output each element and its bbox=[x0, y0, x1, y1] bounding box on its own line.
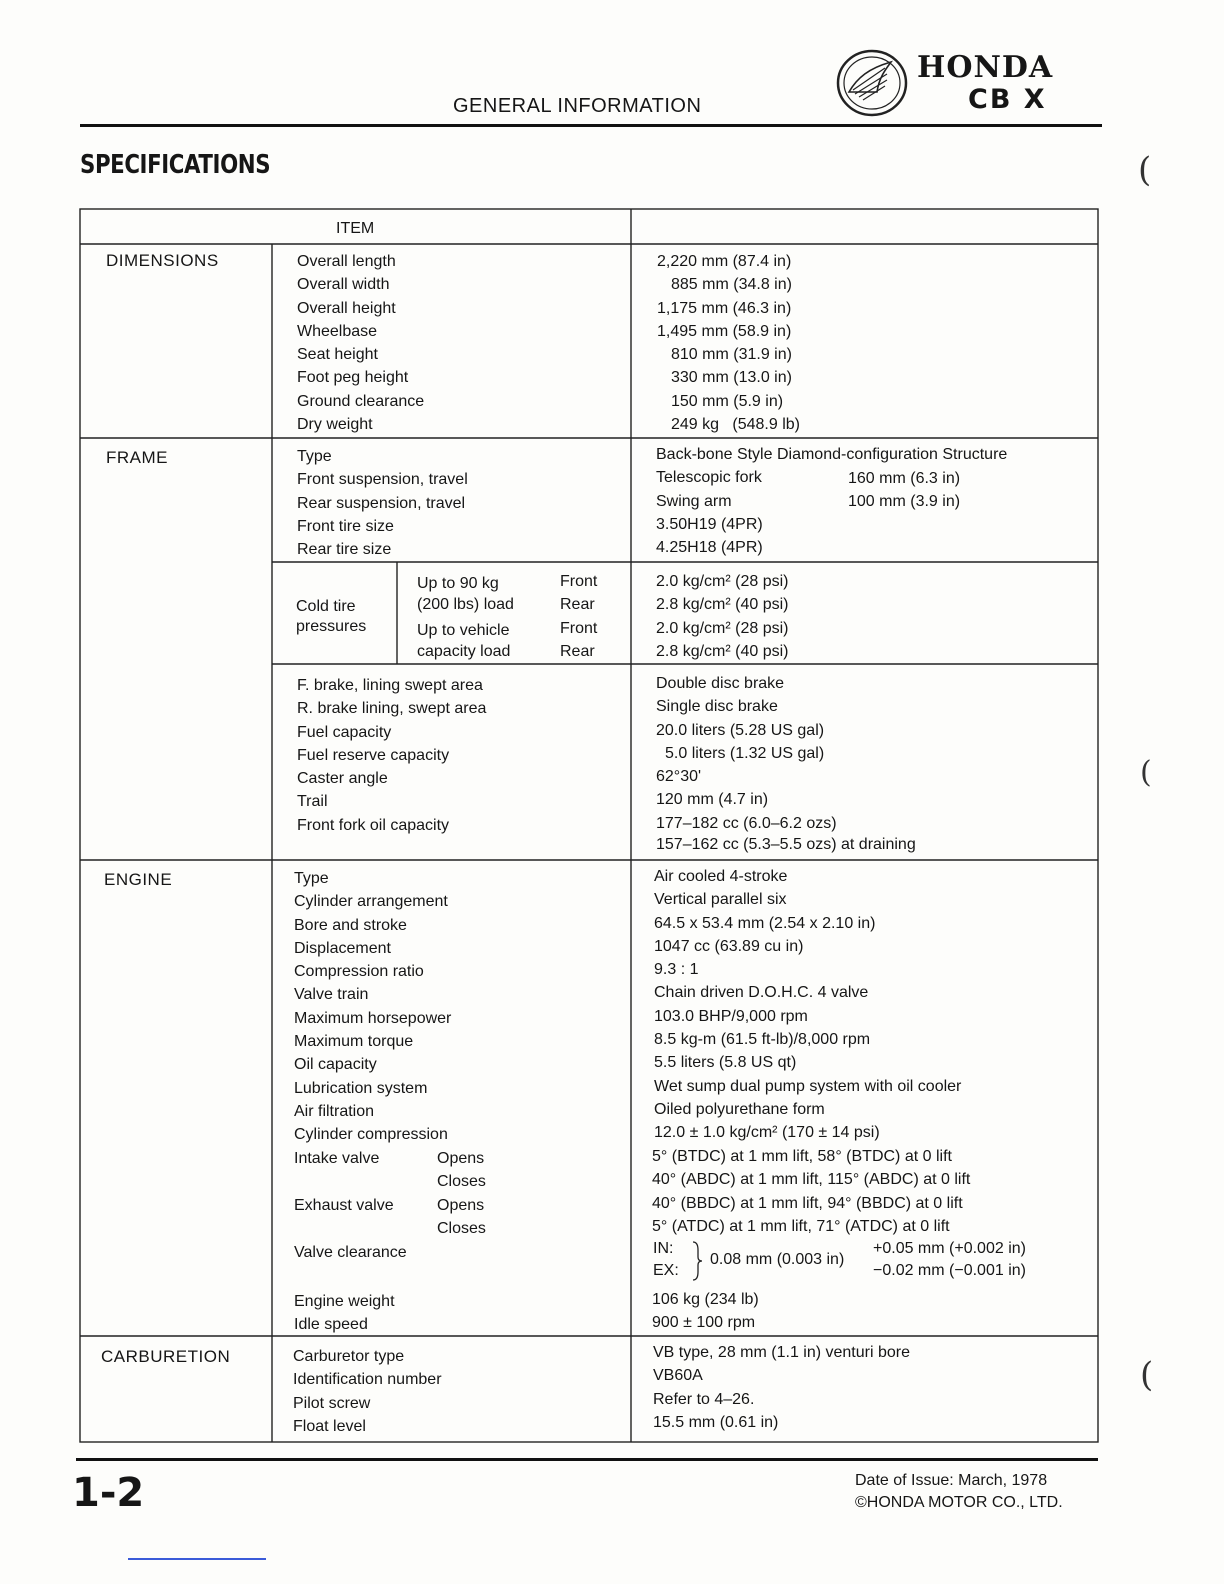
list-item: VB60A bbox=[653, 1367, 703, 1385]
suspension-travel-values bbox=[848, 467, 960, 514]
list-item: 157–162 cc (5.3–5.5 ozs) at draining bbox=[656, 835, 916, 853]
list-item: Engine weight bbox=[294, 1293, 395, 1310]
list-item: 5.5 liters (5.8 US qt) bbox=[654, 1054, 797, 1072]
valve-events bbox=[437, 1147, 486, 1240]
header-rule bbox=[80, 124, 1102, 127]
binding-mark-icon: ( bbox=[1140, 1355, 1154, 1395]
list-item: Type bbox=[294, 870, 329, 887]
list-item: Wheelbase bbox=[297, 322, 378, 340]
honda-wing-logo-icon bbox=[835, 48, 909, 118]
list-item: Seat height bbox=[297, 346, 378, 364]
exhaust-valve-label: Exhaust valve bbox=[294, 1196, 394, 1214]
list-item: Dry weight bbox=[297, 416, 373, 434]
list-item: Ground clearance bbox=[297, 392, 425, 410]
list-item: 5° (ATDC) at 1 mm lift, 71° (ATDC) at 0 lift bbox=[652, 1217, 950, 1235]
list-item: Rear tire size bbox=[297, 541, 392, 559]
engine-items-2 bbox=[294, 1290, 395, 1337]
list-item: 12.0 ± 1.0 kg/cm² (170 ± 14 psi) bbox=[654, 1124, 880, 1142]
list-item: 4.25H18 (4PR) bbox=[656, 539, 763, 557]
list-item: 900 ± 100 rpm bbox=[652, 1314, 756, 1332]
running-header: GENERAL INFORMATION bbox=[453, 95, 702, 117]
list-item: 15.5 mm (0.61 in) bbox=[653, 1413, 779, 1431]
list-item: Overall height bbox=[297, 299, 396, 317]
frame-values-2 bbox=[656, 672, 916, 856]
tire-load-conditions: Up to 90 kg (200 lbs) load Up to vehicle capacity load bbox=[417, 575, 514, 660]
tire-pressure-label: Cold tire pressures bbox=[296, 598, 367, 635]
list-item: Front tire size bbox=[297, 517, 394, 535]
list-item: Maximum horsepower bbox=[294, 1009, 452, 1027]
list-item: Opens bbox=[437, 1196, 485, 1214]
engine-items bbox=[294, 867, 451, 1147]
list-item: Vertical parallel six bbox=[654, 891, 787, 909]
list-item: 1,495 mm (58.9 in) bbox=[657, 322, 792, 340]
list-item: 2.0 kg/cm² (28 psi) bbox=[656, 573, 789, 590]
list-item: F. brake, lining swept area bbox=[297, 677, 483, 694]
list-item: Swing arm bbox=[656, 492, 732, 510]
issue-info bbox=[855, 1470, 1063, 1514]
list-item: Front suspension, travel bbox=[297, 471, 468, 489]
list-item: 2.8 kg/cm² (40 psi) bbox=[656, 596, 789, 614]
list-item: 62°30' bbox=[656, 768, 702, 786]
list-item: Caster angle bbox=[297, 770, 388, 788]
list-item: 20.0 liters (5.28 US gal) bbox=[656, 721, 825, 739]
list-item: Air cooled 4-stroke bbox=[654, 868, 788, 885]
intake-valve-label: Intake valve bbox=[294, 1150, 380, 1167]
list-item: Identification number bbox=[293, 1371, 442, 1389]
list-item: Front fork oil capacity bbox=[297, 816, 450, 834]
list-item: 2.0 kg/cm² (28 psi) bbox=[656, 619, 789, 637]
clearance-in-ex: IN: EX: bbox=[653, 1240, 679, 1279]
list-item: Valve train bbox=[294, 986, 369, 1004]
list-item: Rear bbox=[560, 642, 595, 660]
brand-name: HONDA bbox=[917, 50, 1054, 85]
page-title: SPECIFICATIONS bbox=[80, 150, 271, 180]
list-item: 1,175 mm (46.3 in) bbox=[657, 299, 792, 317]
frame-items bbox=[297, 445, 468, 561]
list-item: Closes bbox=[437, 1173, 486, 1191]
footer-rule bbox=[76, 1458, 1098, 1461]
table-header-item: ITEM bbox=[336, 220, 375, 237]
tire-pressure-divider bbox=[396, 562, 398, 664]
list-item: 160 mm (6.3 in) bbox=[848, 470, 961, 487]
list-item: Overall length bbox=[297, 253, 396, 270]
list-item: 120 mm (4.7 in) bbox=[656, 791, 769, 809]
list-item: Fuel capacity bbox=[297, 723, 392, 741]
list-item: Telescopic fork bbox=[656, 469, 762, 487]
category-engine: ENGINE bbox=[104, 870, 173, 889]
category-dimensions: DIMENSIONS bbox=[106, 251, 219, 270]
list-item: Pilot screw bbox=[293, 1394, 371, 1412]
list-item: Carburetor type bbox=[293, 1348, 405, 1365]
list-item: Closes bbox=[437, 1219, 486, 1237]
list-item: Cylinder compression bbox=[294, 1126, 448, 1144]
list-item: Fuel reserve capacity bbox=[297, 746, 450, 764]
list-item: 5.0 liters (1.32 US gal) bbox=[665, 744, 825, 762]
model-name: CB X bbox=[968, 84, 1047, 115]
list-item: Idle speed bbox=[294, 1316, 368, 1334]
valve-clearance-label: Valve clearance bbox=[294, 1244, 407, 1261]
list-item: 106 kg (234 lb) bbox=[652, 1291, 759, 1308]
list-item: Overall width bbox=[297, 276, 390, 294]
list-item: 177–182 cc (6.0–6.2 ozs) bbox=[656, 814, 837, 832]
list-item: 810 mm (31.9 in) bbox=[671, 346, 792, 364]
category-frame: FRAME bbox=[106, 448, 168, 467]
list-item: Foot peg height bbox=[297, 369, 409, 387]
valve-timing-values bbox=[652, 1145, 970, 1238]
list-item: Lubrication system bbox=[294, 1079, 428, 1097]
copyright: ©HONDA MOTOR CO., LTD. bbox=[855, 1494, 1063, 1511]
list-item: VB type, 28 mm (1.1 in) venturi bore bbox=[653, 1344, 910, 1361]
list-item: Maximum torque bbox=[294, 1033, 414, 1051]
list-item: 1047 cc (63.89 cu in) bbox=[654, 937, 804, 955]
clearance-value: 0.08 mm (0.003 in) bbox=[710, 1251, 845, 1268]
dimensions-items bbox=[297, 250, 424, 436]
list-item: 40° (BBDC) at 1 mm lift, 94° (BBDC) at 0 lift bbox=[652, 1194, 963, 1212]
list-item: Wet sump dual pump system with oil cooler bbox=[654, 1077, 962, 1095]
list-item: Float level bbox=[293, 1417, 366, 1435]
issue-date: Date of Issue: March, 1978 bbox=[855, 1472, 1048, 1489]
binding-mark-icon: ( bbox=[1138, 150, 1152, 190]
list-item: 2,220 mm (87.4 in) bbox=[657, 253, 792, 270]
carburetion-values bbox=[653, 1341, 910, 1434]
list-item: 3.50H19 (4PR) bbox=[656, 515, 763, 533]
carburetion-items bbox=[293, 1345, 442, 1438]
list-item: Cylinder arrangement bbox=[294, 893, 448, 911]
engine-values-2 bbox=[652, 1288, 759, 1335]
list-item: 103.0 BHP/9,000 rpm bbox=[654, 1007, 808, 1025]
list-item: Oil capacity bbox=[294, 1056, 377, 1074]
list-item: 330 mm (13.0 in) bbox=[671, 369, 792, 387]
list-item: Back-bone Style Diamond-configuration Structure bbox=[656, 446, 1008, 463]
list-item: 249 kg (548.9 lb) bbox=[671, 416, 800, 434]
list-item: 150 mm (5.9 in) bbox=[671, 392, 784, 410]
frame-items-2 bbox=[297, 674, 486, 837]
list-item: Refer to 4–26. bbox=[653, 1390, 755, 1408]
list-item: R. brake lining, swept area bbox=[297, 700, 487, 718]
list-item: Opens bbox=[437, 1150, 485, 1167]
engine-values bbox=[654, 865, 961, 1145]
list-item: 40° (ABDC) at 1 mm lift, 115° (ABDC) at 0 lift bbox=[652, 1171, 971, 1189]
tire-positions bbox=[560, 570, 597, 663]
list-item: Type bbox=[297, 448, 332, 465]
list-item: Front bbox=[560, 573, 598, 590]
list-item: 9.3 : 1 bbox=[654, 961, 699, 979]
clearance-brace-icon bbox=[690, 1240, 704, 1282]
list-item: 64.5 x 53.4 mm (2.54 x 2.10 in) bbox=[654, 914, 876, 932]
binding-mark-icon: ( bbox=[1140, 755, 1152, 790]
scan-artifact-line bbox=[128, 1558, 266, 1560]
list-item: Rear bbox=[560, 596, 595, 614]
clearance-tolerance: +0.05 mm (+0.002 in) −0.02 mm (−0.001 in) bbox=[873, 1240, 1026, 1279]
page-number: 1-2 bbox=[72, 1470, 145, 1516]
list-item: 2.8 kg/cm² (40 psi) bbox=[656, 642, 789, 660]
category-carburetion: CARBURETION bbox=[101, 1347, 231, 1366]
list-item: Bore and stroke bbox=[294, 916, 407, 934]
list-item: 100 mm (3.9 in) bbox=[848, 493, 961, 511]
list-item: Oiled polyurethane form bbox=[654, 1100, 825, 1118]
list-item: Chain driven D.O.H.C. 4 valve bbox=[654, 984, 869, 1002]
list-item: Double disc brake bbox=[656, 675, 785, 692]
tire-pressure-values bbox=[656, 570, 788, 663]
list-item: 8.5 kg-m (61.5 ft-lb)/8,000 rpm bbox=[654, 1031, 871, 1049]
list-item: 885 mm (34.8 in) bbox=[671, 276, 792, 294]
dimensions-values bbox=[657, 250, 800, 436]
list-item: Rear suspension, travel bbox=[297, 494, 466, 512]
list-item: Displacement bbox=[294, 939, 391, 957]
list-item: Single disc brake bbox=[656, 698, 778, 716]
valve-timing-labels bbox=[294, 1147, 394, 1217]
list-item: Air filtration bbox=[294, 1102, 375, 1120]
list-item: Trail bbox=[297, 793, 328, 811]
list-item: Front bbox=[560, 619, 598, 637]
list-item: 5° (BTDC) at 1 mm lift, 58° (BTDC) at 0 lift bbox=[652, 1148, 952, 1165]
list-item: Compression ratio bbox=[294, 963, 424, 981]
